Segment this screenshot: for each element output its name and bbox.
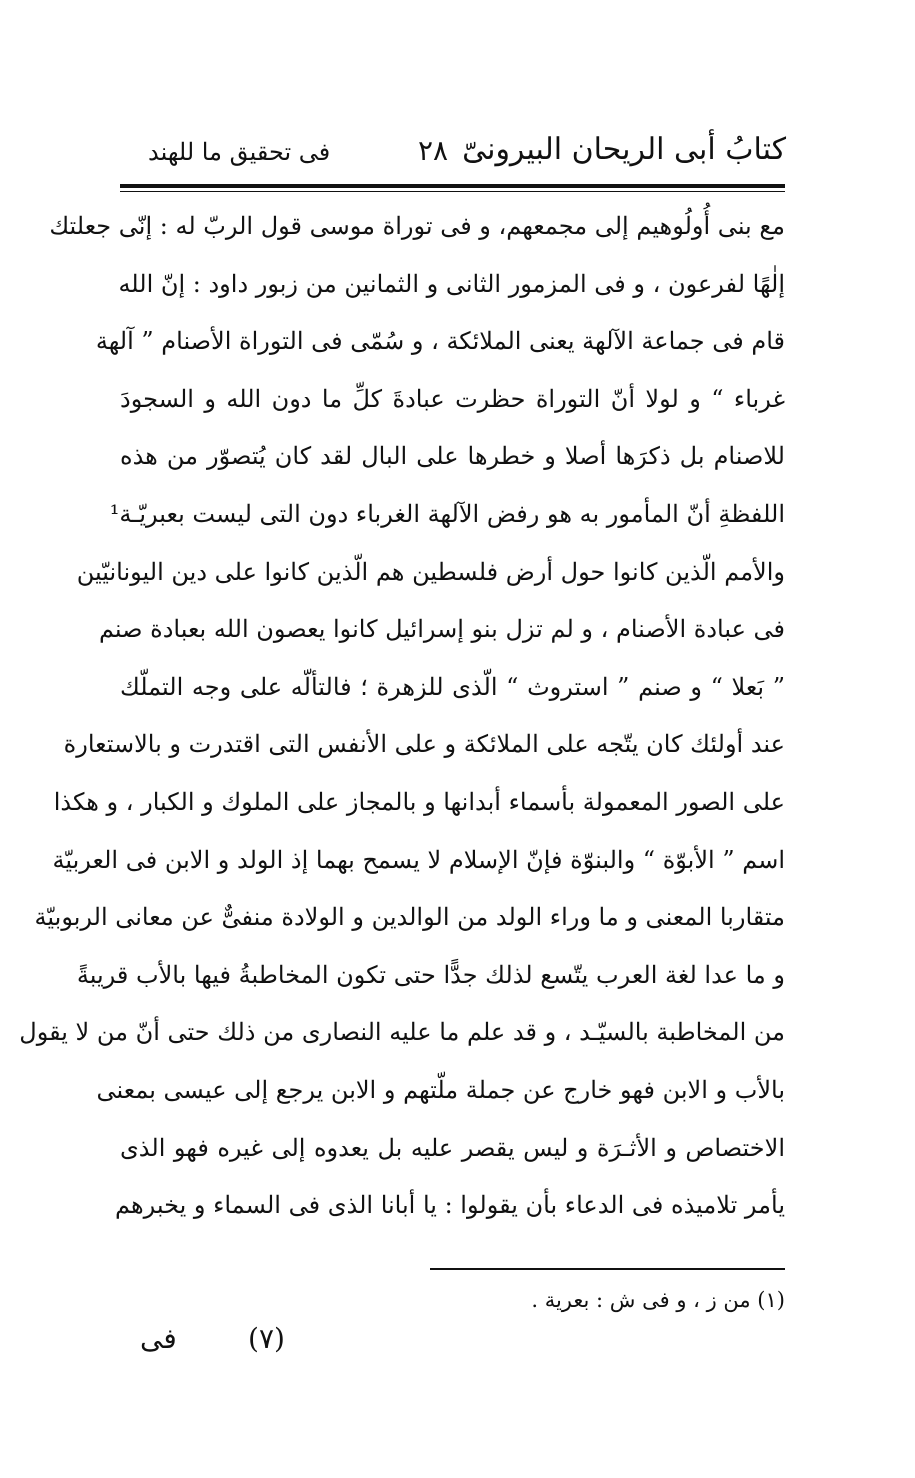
text-line: يأمر تلاميذه فى الدعاء بأن يقولوا : يا أبانا الذى فى السماء و يخبرهم — [114, 1191, 785, 1220]
text-line: للاصنام بل ذكرَها أصلا و خطرها على البال لقد كان يُتصوّر من هذه — [120, 442, 785, 471]
text-line: من المخاطبة بالسيّـد ، و قد علم ما عليه النصارى من ذلك حتى أنّ من لا يقول — [19, 1018, 785, 1047]
text-line: غرباء “ و لولا أنّ التوراة حظرت عبادةَ كلِّ ما دون الله و السجودَ — [120, 384, 785, 413]
text-line: عند أولئك كان يتّجه على الملائكة و على الأنفس التى اقتدرت و بالاستعارة — [63, 730, 785, 759]
header-title: كتابُ أبى الريحان البيرونىّ — [462, 132, 786, 167]
body-text — [19, 198, 785, 1235]
text-line: مع بنى أُولُوهيم إلى مجمعهم، و فى توراة موسى قول الربّ له : إنّى جعلتك — [49, 212, 785, 240]
footnote-rule — [430, 1268, 785, 1270]
running-header — [118, 120, 786, 180]
text-line: على الصور المعمولة بأسماء أبدانها و بالمجاز على الملوك و الكبار ، و هكذا — [53, 787, 785, 816]
header-rule-thick — [120, 184, 785, 188]
text-line: إلٰهًا لفرعون ، و فى المزمور الثانى و الثمانين من زبور داود : إنّ الله — [118, 269, 785, 298]
header-subtitle: فى تحقيق ما للهند — [148, 138, 331, 166]
text-line: اسم ” الأبوّة “ والبنوّة فإنّ الإسلام لا يسمح بهما إذ الولد و الابن فى العربيّة — [52, 845, 785, 874]
text-line: اللفظةِ أنّ المأمور به هو رفض الآلهة الغرباء دون التى ليست بعبريّـة¹ — [109, 499, 785, 528]
text-line: متقاربا المعنى و ما وراء الولد من الوالدين و الولادة منفىٌّ عن معانى الربوبيّة — [34, 903, 785, 932]
text-line: قام فى جماعة الآلهة يعنى الملائكة ، و سُمّى فى التوراة الأصنام ” آلهة — [95, 327, 785, 356]
text-line: الاختصاص و الأثـرَة و ليس يقصر عليه بل يعدوه إلى غيره فهو الذى — [120, 1133, 785, 1162]
text-line: و ما عدا لغة العرب يتّسع لذلك جدًّا حتى تكون المخاطبةُ فيها بالأب قريبةً — [76, 960, 785, 989]
footnote: (١) من ز ، و فى ش : بعرية . — [531, 1288, 785, 1312]
text-line: ” بَعلا “ و صنم ” استروث “ الّذى للزهرة ؛ فالتألّه على وجه التملّك — [120, 672, 785, 701]
page-number: ٢٨ — [418, 134, 449, 167]
catchword: فى — [140, 1322, 177, 1355]
text-line: فى عبادة الأصنام ، و لم تزل بنو إسرائيل كانوا يعصون الله بعبادة صنم — [98, 615, 785, 644]
text-line: بالأب و الابن فهو خارج عن جملة ملّتهم و الابن يرجع إلى عيسى بمعنى — [96, 1075, 785, 1104]
header-rule-thin — [120, 191, 785, 192]
text-line: والأمم الّذين كانوا حول أرض فلسطين هم الّذين كانوا على دين اليونانيّين — [76, 557, 785, 586]
signature-mark: (٧) — [248, 1322, 285, 1355]
